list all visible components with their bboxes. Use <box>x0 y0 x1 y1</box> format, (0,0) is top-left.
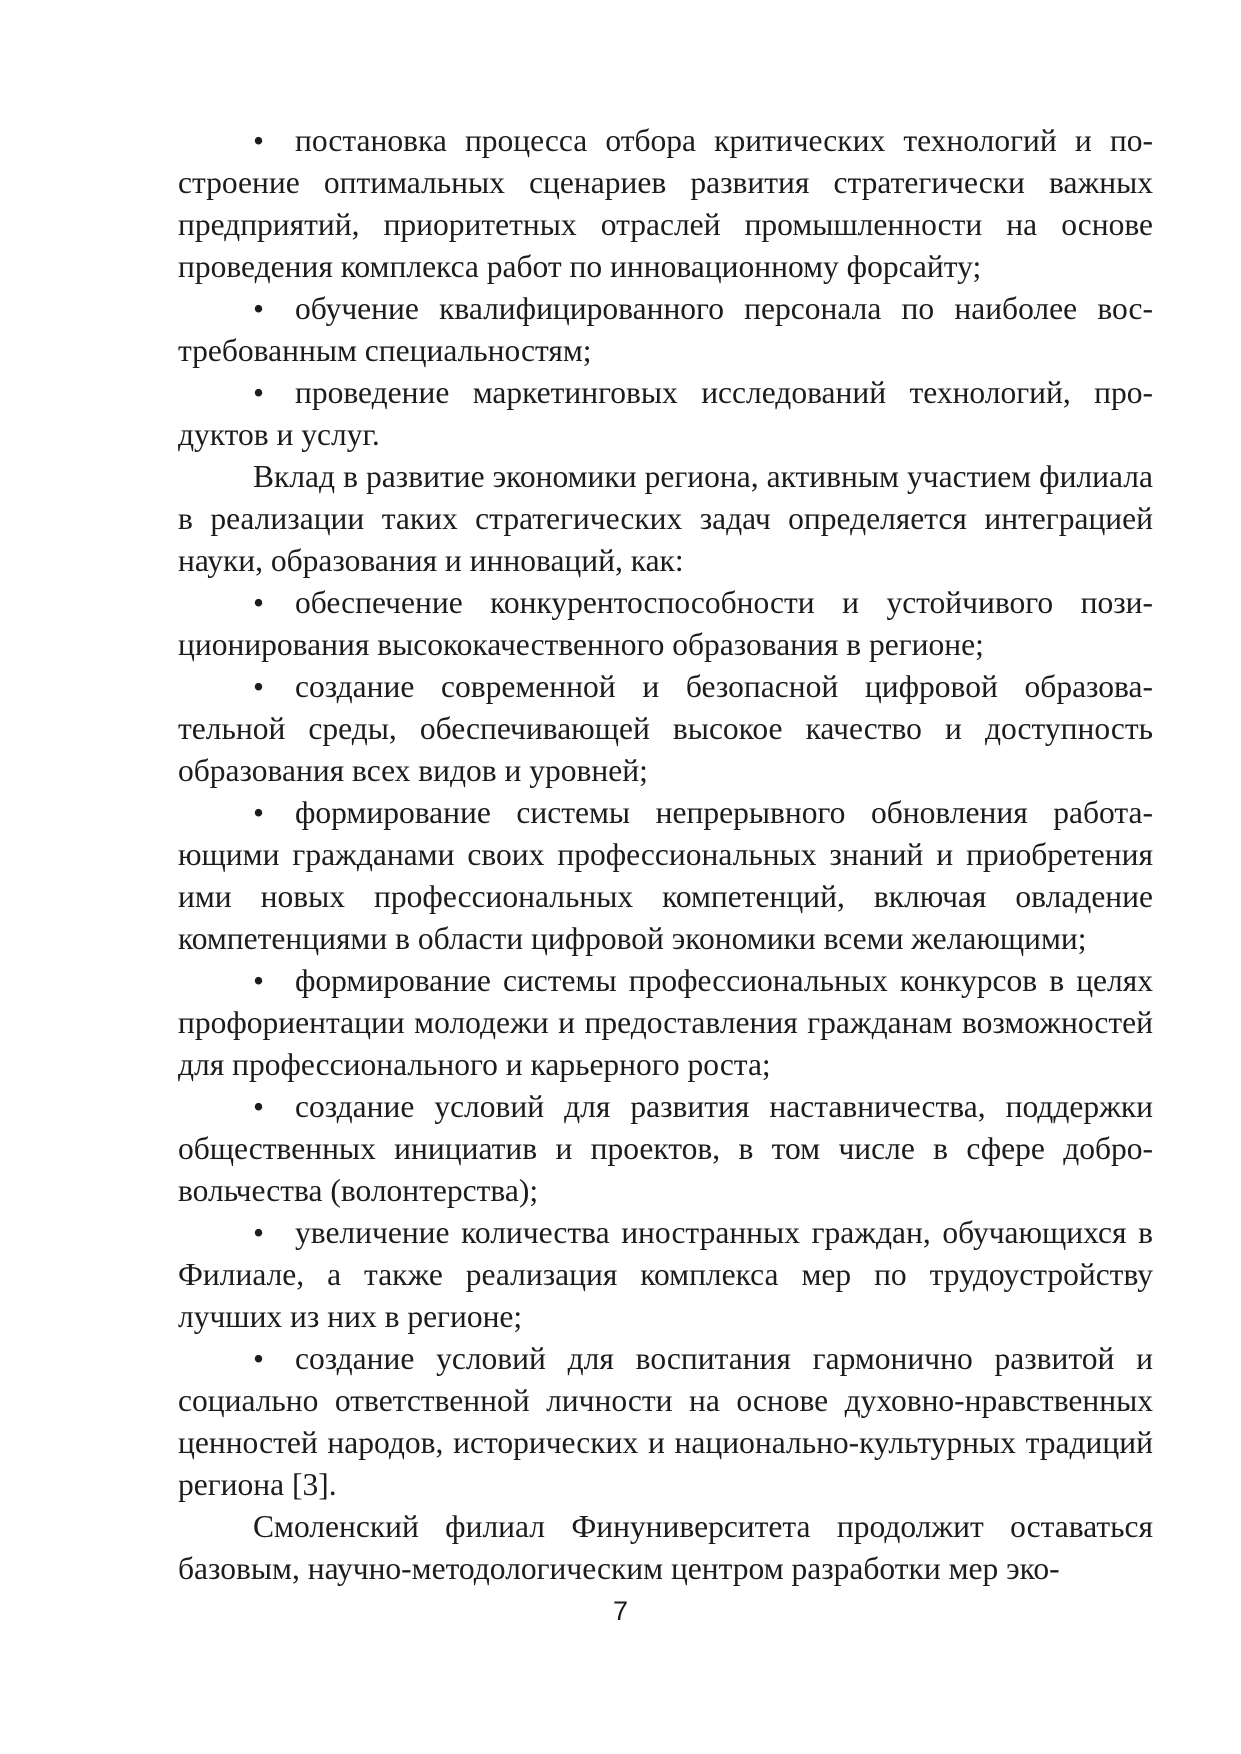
list-item-text: создание современной и безопасной цифровой образовательной среды, обеспечивающей высокое качество и доступность образования всех видов и уровней; <box>178 669 1153 788</box>
list-item <box>178 666 1153 792</box>
bullet-marker: • <box>253 795 265 830</box>
list-item <box>178 582 1153 666</box>
list-item-text: создание условий для воспитания гармонично развитой и социально ответственной личности на основе духовно-нравственных ценностей народов, исторических и национально-культурных традиций региона [3]. <box>178 1341 1153 1502</box>
list-item <box>178 288 1153 372</box>
bullet-marker: • <box>253 585 265 620</box>
list-item-text: обучение квалифицированного персонала по наиболее востребованным специальностям; <box>178 291 1153 368</box>
bullet-marker: • <box>253 1089 265 1124</box>
body-paragraph <box>178 456 1153 582</box>
bullet-marker: • <box>253 1341 265 1376</box>
list-item-text: формирование системы профессиональных конкурсов в целях профориентации молодежи и предоставления гражданам возможностей для профессионального и карьерного роста; <box>178 963 1153 1082</box>
bullet-marker: • <box>253 291 265 326</box>
list-item <box>178 1212 1153 1338</box>
body-paragraph <box>178 1506 1153 1590</box>
list-item-text: проведение маркетинговых исследований технологий, продуктов и услуг. <box>178 375 1153 452</box>
bullet-marker: • <box>253 1215 265 1250</box>
list-item <box>178 960 1153 1086</box>
list-item-text: увеличение количества иностранных граждан, обучающихся в Филиале, а также реализация комплекса мер по трудоустройству лучших из них в регионе; <box>178 1215 1153 1334</box>
bullet-marker: • <box>253 123 265 158</box>
list-item-text: постановка процесса отбора критических технологий и построение оптимальных сценариев развития стратегически важных предприятий, приоритетных отраслей промышленности на основе проведения комплекса работ по инновационному форсайту; <box>178 123 1153 284</box>
paragraph-text: Вклад в развитие экономики региона, активным участием филиала в реализации таких стратегических задач определяется интеграцией науки, образования и инноваций, как: <box>178 459 1153 578</box>
list-item <box>178 792 1153 960</box>
list-item <box>178 1086 1153 1212</box>
list-item-text: формирование системы непрерывного обновления работающими гражданами своих профессиональных знаний и приобретения ими новых профессиональных компетенций, включая овладение компетенциями в области цифровой экономики всеми желающими; <box>178 795 1153 956</box>
list-item-text: создание условий для развития наставничества, поддержки общественных инициатив и проектов, в том числе в сфере добровольчества (волонтерства); <box>178 1089 1153 1208</box>
list-item <box>178 120 1153 288</box>
page-number: 7 <box>612 1596 629 1626</box>
bullet-marker: • <box>253 375 265 410</box>
list-item-text: обеспечение конкурентоспособности и устойчивого позиционирования высококачественного образования в регионе; <box>178 585 1153 662</box>
document-page <box>178 120 1153 1590</box>
bullet-marker: • <box>253 963 265 998</box>
paragraph-text: Смоленский филиал Финуниверситета продолжит оставаться базовым, научно-методологическим центром разработки мер эко- <box>178 1509 1153 1586</box>
bullet-marker: • <box>253 669 265 704</box>
list-item <box>178 372 1153 456</box>
list-item <box>178 1338 1153 1506</box>
